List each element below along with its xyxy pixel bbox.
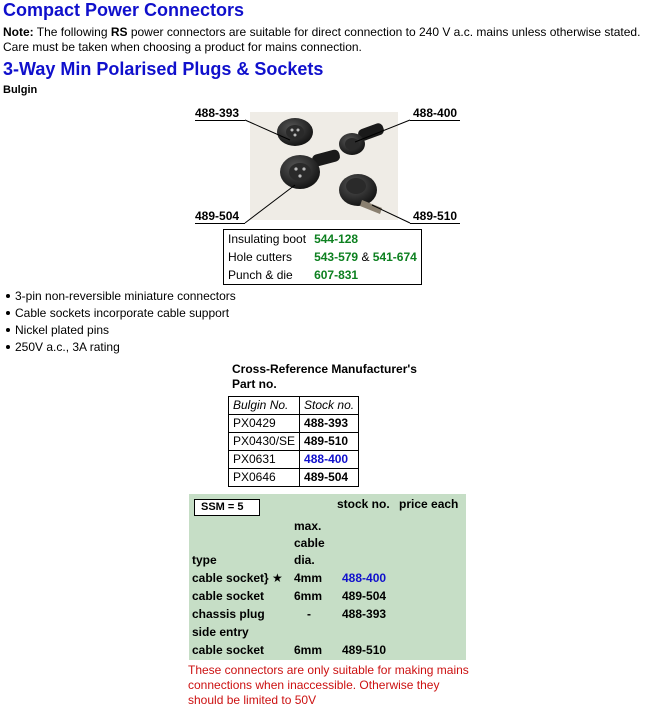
col-header-stock-no: stock no. [337, 497, 390, 511]
bullet-icon [6, 294, 10, 298]
row-type: cable socket [192, 643, 265, 657]
callout-bottom-right: 489-510 [413, 209, 458, 223]
callout-top-right: 488-400 [413, 106, 458, 120]
bullet-icon [6, 328, 10, 332]
xref-title: Cross-Reference Manufacturer's Part no. [232, 362, 417, 391]
col-header-dia-3: dia. [294, 553, 315, 567]
row-dia: 6mm [294, 643, 323, 657]
xref-table [228, 396, 359, 487]
ssm-badge: SSM = 5 [194, 499, 260, 516]
accessory-label: Punch & die [228, 268, 293, 282]
accessory-label: Hole cutters [228, 250, 293, 264]
list-item: Nickel plated pins [0, 322, 236, 339]
callout-top-left: 488-393 [195, 106, 240, 120]
table-row [229, 451, 359, 469]
row-type: side entry [192, 625, 249, 639]
stock-no: 489-504 [300, 469, 359, 487]
stock-no: 488-393 [300, 415, 359, 433]
row-dia: 4mm [294, 571, 323, 585]
row-stock: 489-504 [342, 589, 387, 603]
row-stock: 489-510 [342, 643, 387, 657]
list-item: 250V a.c., 3A rating [0, 339, 236, 356]
page-title: Compact Power Connectors [3, 0, 245, 20]
note-text-post: power connectors are suitable for direct connection to 240 V a.c. mains unless otherwise stated. Care must be taken when choosing a product for mains connection. [3, 25, 641, 54]
bulgin-no: PX0631 [229, 451, 300, 469]
brand-label: Bulgin [3, 84, 38, 96]
code-separator: & [358, 250, 373, 264]
col-header-bulgin: Bulgin No. [229, 397, 300, 415]
row-dia: - [307, 607, 311, 621]
col-header-price-each: price each [399, 497, 459, 511]
stock-no: 489-510 [300, 433, 359, 451]
star-icon: } ★ [264, 571, 283, 585]
pricing-panel [189, 494, 466, 660]
feature-list [0, 288, 236, 356]
row-type: cable socket} ★ [192, 571, 283, 585]
callout-leaders [0, 0, 660, 260]
table-row [229, 469, 359, 487]
row-dia: 6mm [294, 589, 323, 603]
stock-link[interactable]: 488-400 [300, 451, 359, 469]
section-title: 3-Way Min Polarised Plugs & Sockets [3, 59, 324, 79]
stock-link[interactable]: 544-128 [314, 232, 359, 246]
stock-link[interactable]: 488-400 [342, 571, 387, 585]
callout-bottom-left: 489-504 [195, 209, 240, 223]
list-item: 3-pin non-reversible miniature connectors [0, 288, 236, 305]
col-header-dia-1: max. [294, 519, 322, 533]
accessory-label: Insulating boot [228, 232, 307, 246]
table-row [224, 266, 422, 285]
table-row [229, 415, 359, 433]
stock-link[interactable]: 541-674 [372, 250, 417, 264]
row-type: chassis plug [192, 607, 265, 621]
col-header-type: type [192, 553, 217, 567]
list-item: Cable sockets incorporate cable support [0, 305, 236, 322]
col-header-dia-2: cable [294, 536, 325, 550]
stock-link[interactable]: 607-831 [314, 268, 359, 282]
table-row [224, 248, 422, 266]
accessories-table [223, 229, 422, 285]
table-row [229, 433, 359, 451]
bullet-icon [6, 345, 10, 349]
table-row [224, 230, 422, 249]
note-rs: RS [110, 25, 128, 39]
table-header-row [229, 397, 359, 415]
row-type: cable socket [192, 589, 265, 603]
bulgin-no: PX0429 [229, 415, 300, 433]
warning-text: These connectors are only suitable for making mains connections when inaccessible. Otherwise they should be limited to 50V [188, 663, 469, 707]
bulgin-no: PX0430/SE [229, 433, 300, 451]
note-label: Note: [3, 25, 34, 39]
row-stock: 488-393 [342, 607, 387, 621]
note-text-pre: The following [33, 25, 111, 39]
bulgin-no: PX0646 [229, 469, 300, 487]
bullet-icon [6, 311, 10, 315]
stock-link[interactable]: 543-579 [314, 250, 359, 264]
col-header-stock: Stock no. [300, 397, 359, 415]
